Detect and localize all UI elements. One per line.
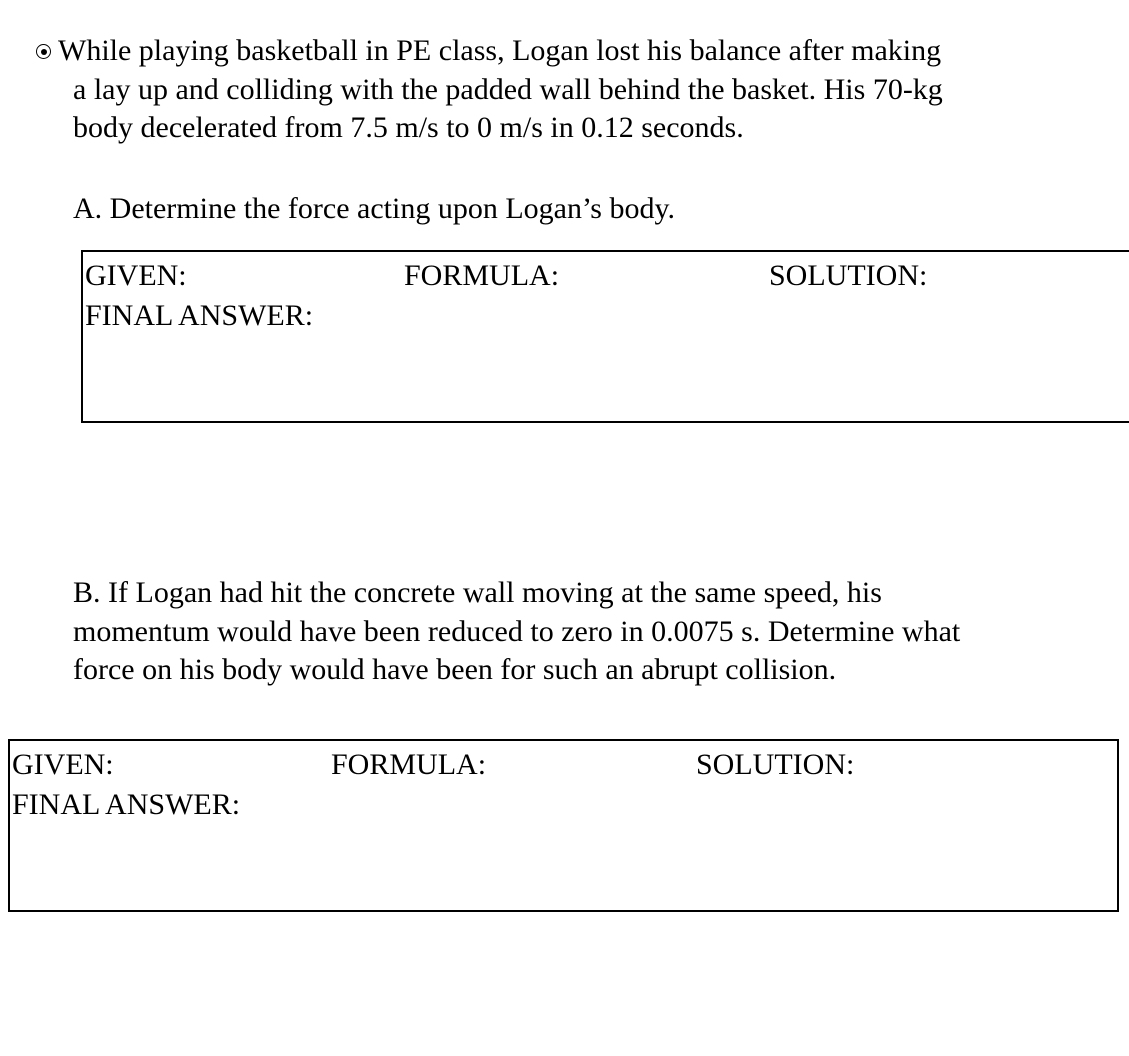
part-a-final-answer-label: FINAL ANSWER: [85,299,314,332]
part-a-solution-label: SOLUTION: [769,259,928,292]
problem-line-2: a lay up and colliding with the padded wall behind the basket. His 70-kg [73,72,943,106]
radio-bullet-icon [36,44,51,59]
part-b-answer-box[interactable] [8,739,1119,912]
part-a-question: A. Determine the force acting upon Logan’s body. [73,192,676,225]
part-b-formula-label: FORMULA: [331,748,487,781]
part-b-line-3: force on his body would have been for such an abrupt collision. [73,653,837,686]
part-b-question [73,574,1113,690]
part-b-line-1: B. If Logan had hit the concrete wall moving at the same speed, his [73,576,882,609]
problem-line-3: body decelerated from 7.5 m/s to 0 m/s in 0.12 seconds. [73,111,744,144]
problem-statement [36,32,1116,148]
problem-text-1: While playing basketball in PE class, Logan lost his balance after making [58,34,942,67]
part-b-line-2: momentum would have been reduced to zero in 0.0075 s. Determine what [73,614,961,648]
part-a-answer-box[interactable] [81,250,1129,423]
part-a-formula-label: FORMULA: [404,259,560,292]
part-a-given-label: GIVEN: [85,259,187,292]
part-b-solution-label: SOLUTION: [696,748,855,781]
part-b-final-answer-label: FINAL ANSWER: [12,788,241,821]
part-b-given-label: GIVEN: [12,748,114,781]
problem-line-1 [36,32,1116,71]
